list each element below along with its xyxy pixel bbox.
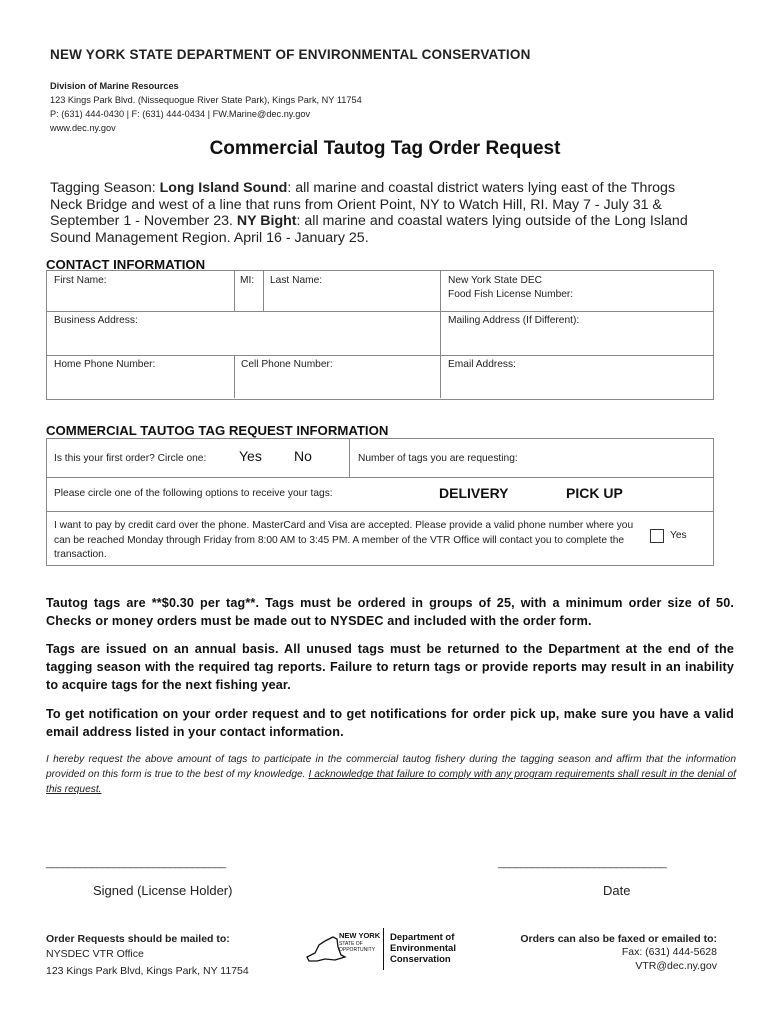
logo-divider — [383, 928, 384, 970]
mail-heading: Order Requests should be mailed to: — [46, 933, 230, 945]
delivery-option[interactable]: DELIVERY — [439, 485, 509, 501]
annual-paragraph: Tags are issued on an annual basis. All unused tags must be returned to the Department at the end of the tagging season with the required tag reports. Failure to return tags or provide reports may result in an inability to acquire tags for the next fishing year. — [46, 642, 734, 692]
last-name-field[interactable]: Last Name: — [270, 275, 323, 286]
logo-state-1: NEW YORK — [339, 931, 381, 940]
contact-heading: CONTACT INFORMATION — [46, 257, 206, 272]
season-nyb-text: : all marine and coastal waters lying outside of the Long Island Sound Management Region. April 16 - January 25. — [50, 213, 688, 246]
logo-dept-3: Conservation — [390, 954, 451, 965]
affirmation-text — [46, 752, 736, 797]
first-order-no[interactable]: No — [294, 448, 312, 464]
request-table — [46, 438, 714, 566]
fax-heading: Orders can also be faxed or emailed to: — [520, 933, 717, 945]
season-lis-text: : all marine and coastal district waters lying east of the Throgs Neck Bridge and west of a line that runs from Orient Point, NY to Watch Hill, RI. May 7 - July 31 & September 1 - November 23. — [50, 180, 676, 229]
license-number-field[interactable]: Food Fish License Number: — [448, 289, 574, 300]
division-name: Division of Marine Resources — [50, 81, 179, 91]
dec-logo — [305, 926, 470, 972]
season-nyb-label: NY Bight — [236, 213, 297, 229]
season-lis-label: Long Island Sound — [159, 180, 288, 196]
logo-state-3: OPPORTUNITY — [339, 947, 376, 953]
season-prefix: Tagging Season: — [50, 180, 160, 196]
affirmation-plain: I hereby request the above amount of tags to participate in the commercial tautog fishery during the tagging season and affirm that the information provided on this form is true to the best of my knowledge. — [46, 754, 736, 780]
credit-card-yes: Yes — [670, 530, 687, 541]
receive-question: Please circle one of the following options to receive your tags: — [54, 488, 333, 499]
first-order-yes[interactable]: Yes — [239, 448, 262, 464]
business-address-field[interactable]: Business Address: — [54, 315, 138, 326]
signed-label: Signed (License Holder) — [93, 883, 233, 898]
price-paragraph: Tautog tags are **$0.30 per tag**. Tags must be ordered in groups of 25, with a minimum order size of 50. Checks or money orders must be made out to NYSDEC and included with the order form. — [46, 596, 734, 628]
first-name-field[interactable]: First Name: — [54, 275, 107, 286]
logo-dept-2: Environmental — [390, 943, 456, 954]
logo-dept-1: Department of — [390, 932, 455, 943]
email-field[interactable]: Email Address: — [448, 359, 516, 370]
affirmation-underlined: I acknowledge that failure to comply with any program requirements shall result in the denial of this request. — [46, 769, 736, 795]
credit-card-checkbox[interactable] — [650, 529, 664, 543]
mail-line-1: NYSDEC VTR Office — [46, 948, 144, 960]
page-title: Commercial Tautog Tag Order Request — [209, 138, 561, 159]
date-label: Date — [603, 883, 631, 898]
contact-table — [46, 270, 714, 400]
agency-name: NEW YORK STATE DEPARTMENT OF ENVIRONMENTAL CONSERVATION — [50, 47, 531, 62]
credit-card-text: I want to pay by credit card over the phone. MasterCard and Visa are accepted. Please provide a valid phone number where you can be reached Monday through Friday from 8:00 AM to 3:45 PM. A member of the VTR Office will contact you to complete the transaction. — [54, 520, 634, 560]
notify-paragraph: To get notification on your order request and to get notifications for order pick up, make sure you have a valid email address listed in your contact information. — [46, 707, 734, 739]
fax-number: Fax: (631) 444-5628 — [621, 946, 717, 958]
mail-line-2: 123 Kings Park Blvd, Kings Park, NY 11754 — [46, 965, 249, 977]
division-contact: P: (631) 444-0430 | F: (631) 444-0434 | FW.Marine@dec.ny.gov — [50, 109, 311, 119]
date-line[interactable]: ______________________________ — [498, 857, 667, 869]
home-phone-field[interactable]: Home Phone Number: — [54, 359, 156, 370]
division-website: www.dec.ny.gov — [50, 123, 116, 133]
first-order-question: Is this your first order? Circle one: — [54, 453, 207, 464]
mailing-address-field[interactable]: Mailing Address (If Different): — [448, 315, 580, 326]
num-tags-field[interactable]: Number of tags you are requesting: — [358, 453, 518, 464]
request-heading: COMMERCIAL TAUTOG TAG REQUEST INFORMATION — [46, 423, 389, 438]
tagging-season-text — [50, 180, 710, 246]
pickup-option[interactable]: PICK UP — [566, 485, 623, 501]
logo-state-2: STATE OF — [339, 941, 363, 947]
division-address: 123 Kings Park Blvd. (Nissequogue River State Park), Kings Park, NY 11754 — [50, 95, 362, 105]
cell-phone-field[interactable]: Cell Phone Number: — [241, 359, 333, 370]
license-label-1: New York State DEC — [448, 275, 542, 286]
signature-line[interactable]: ________________________________ — [46, 857, 226, 869]
vtr-email[interactable]: VTR@dec.ny.gov — [635, 960, 717, 972]
mi-field[interactable]: MI: — [240, 275, 255, 286]
